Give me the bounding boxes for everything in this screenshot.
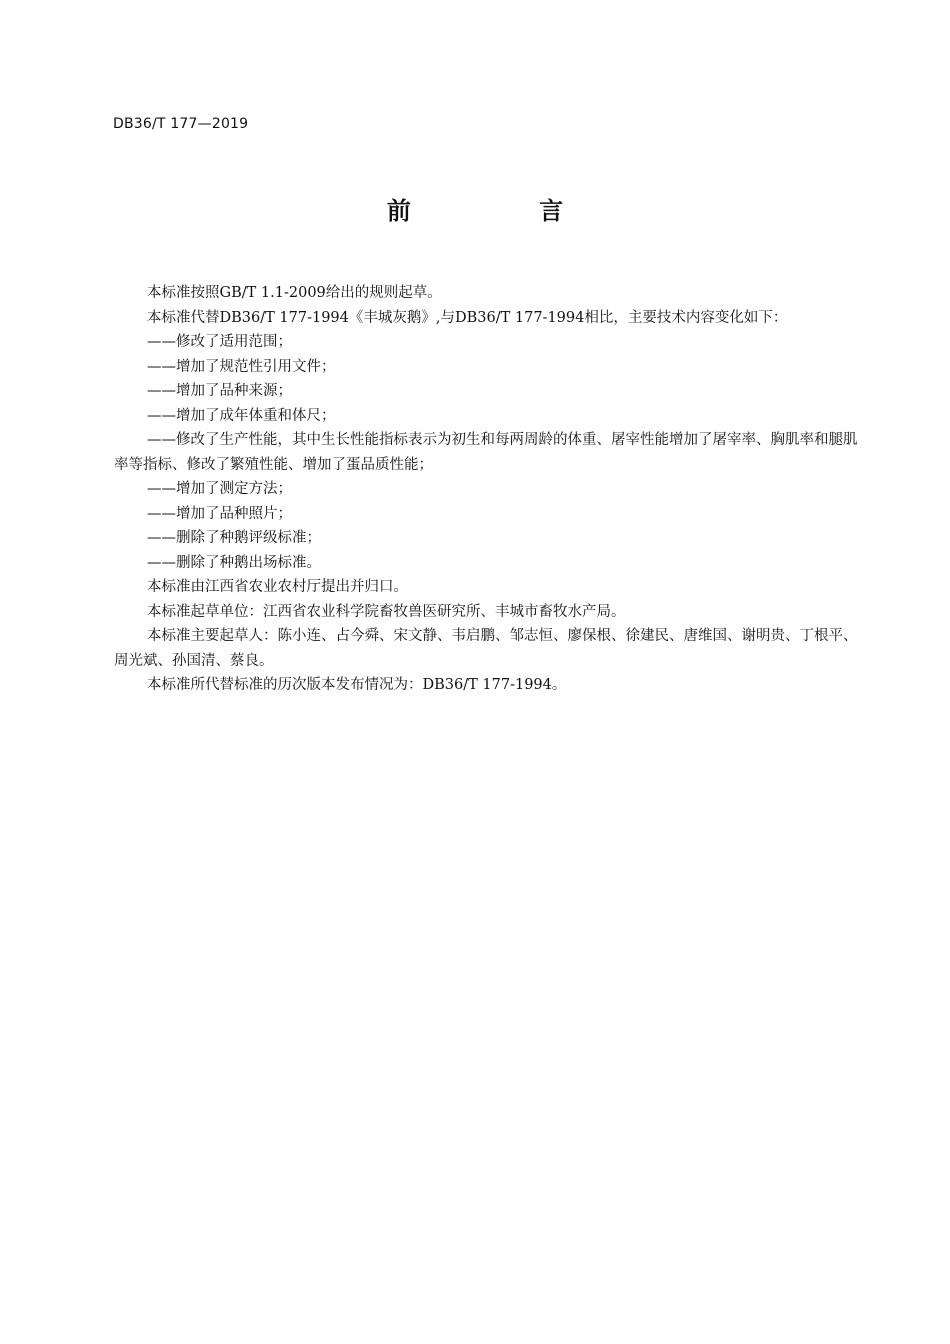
list-item-change: ——增加了品种照片； bbox=[147, 505, 292, 522]
paragraph-proposer: 本标准由江西省农业农村厅提出并归口。 bbox=[147, 579, 408, 595]
foreword-body bbox=[114, 281, 862, 698]
paragraph-drafting-rules: 本标准按照GB/T 1.1-2009给出的规则起草。 bbox=[147, 285, 442, 301]
list-item-change: ——删除了种鹅评级标准； bbox=[147, 530, 321, 546]
list-item-change: ——增加了品种来源； bbox=[147, 383, 292, 399]
paragraph-drafting-units: 本标准起草单位：江西省农业科学院畜牧兽医研究所、丰城市畜牧水产局。 bbox=[147, 603, 626, 620]
list-item-change: ——修改了生产性能，其中生长性能指标表示为初生和每两周龄的体重、屠宰性能增加了屠宰率、胸肌率和腿肌率等指标、修改了繁殖性能、增加了蛋品质性能； bbox=[114, 432, 858, 473]
list-item-change: ——增加了测定方法； bbox=[147, 481, 292, 497]
paragraph-version-history: 本标准所代替标准的历次版本发布情况为：DB36/T 177-1994。 bbox=[147, 677, 567, 693]
page-title: 前 言 bbox=[386, 197, 624, 225]
document-code-header: DB36/T 177—2019 bbox=[113, 116, 249, 132]
list-item-change: ——修改了适用范围； bbox=[147, 334, 292, 350]
paragraph-replacement: 本标准代替DB36/T 177-1994《丰城灰鹅》,与DB36/T 177-1994相比，主要技术内容变化如下： bbox=[147, 309, 788, 326]
paragraph-drafters: 本标准主要起草人：陈小连、占今舜、宋文静、韦启鹏、邹志恒、廖保根、徐建民、唐维国、谢明贵、丁根平、周光斌、孙国清、蔡良。 bbox=[114, 628, 858, 669]
list-item-change: ——删除了种鹅出场标准。 bbox=[147, 554, 321, 571]
list-item-change: ——增加了成年体重和体尺； bbox=[147, 407, 336, 424]
list-item-change: ——增加了规范性引用文件； bbox=[147, 358, 336, 375]
